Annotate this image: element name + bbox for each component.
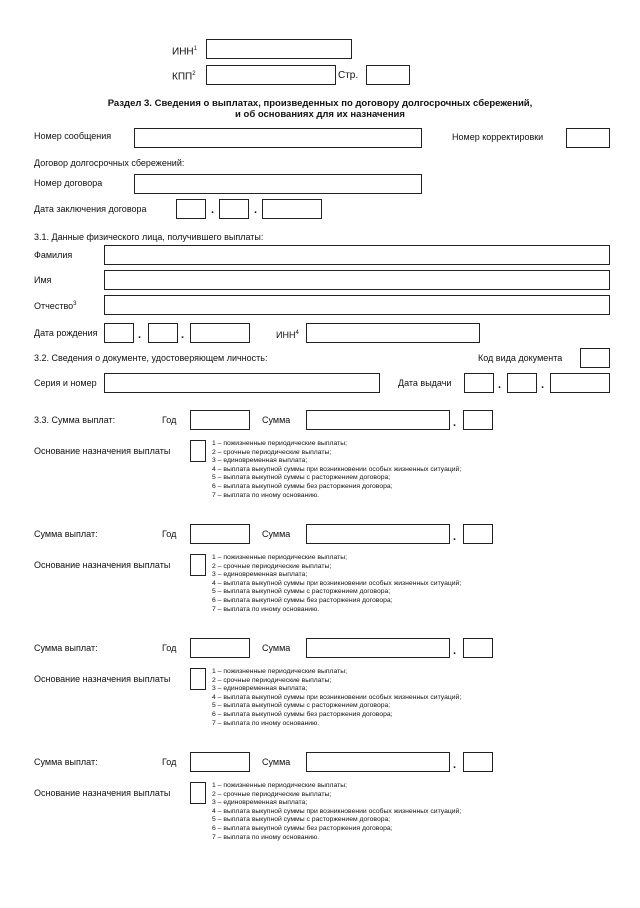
payment-year-label: Год <box>162 757 177 767</box>
basis-option: 7 – выплата по иному основанию. <box>212 833 320 841</box>
basis-option: 7 – выплата по иному основанию. <box>212 605 320 613</box>
basis-option: 4 – выплата выкупной суммы при возникновении особых жизненных ситуаций; <box>212 579 462 587</box>
payment-basis-label: Основание назначения выплаты <box>34 788 171 798</box>
payment-amount-kopecks-field[interactable] <box>463 638 493 658</box>
page-label: Стр. <box>338 70 359 81</box>
inn-field[interactable] <box>206 39 352 59</box>
doc-type-label: Код вида документа <box>478 353 563 363</box>
payment-year-field[interactable] <box>190 410 250 430</box>
date-separator: . <box>498 379 502 391</box>
payment-sum-label: Сумма выплат: <box>34 529 98 539</box>
payment-amount-kopecks-field[interactable] <box>463 524 493 544</box>
basis-option: 7 – выплата по иному основанию. <box>212 491 320 499</box>
payment-amount-field[interactable] <box>306 524 450 544</box>
payment-amount-field[interactable] <box>306 410 450 430</box>
basis-option: 6 – выплата выкупной суммы без расторжения договора; <box>212 710 393 718</box>
payment-year-label: Год <box>162 415 177 425</box>
basis-option: 5 – выплата выкупной суммы с расторжением договора; <box>212 816 391 824</box>
basis-option: 3 – единовременная выплата; <box>212 799 308 807</box>
payment-year-label: Год <box>162 643 177 653</box>
payment-amount-label: Сумма <box>262 643 291 653</box>
payment-year-field[interactable] <box>190 752 250 772</box>
decimal-separator: . <box>453 645 457 657</box>
basis-option: 1 – пожизненные периодические выплаты; <box>212 554 348 561</box>
basis-option: 1 – пожизненные периодические выплаты; <box>212 668 348 675</box>
payment-amount-field[interactable] <box>306 752 450 772</box>
birth-date-year[interactable] <box>190 323 250 343</box>
basis-option: 3 – единовременная выплата; <box>212 571 308 579</box>
series-number-field[interactable] <box>104 373 380 393</box>
date-separator: . <box>254 204 258 216</box>
person-section-label: 3.1. Данные физического лица, получившего выплаты: <box>34 232 264 242</box>
patronymic-field[interactable] <box>104 295 610 315</box>
person-inn-field[interactable] <box>306 323 480 343</box>
inn-label: ИНН$^1$ <box>172 46 197 58</box>
contract-number-label: Номер договора <box>34 178 103 188</box>
payment-basis-label: Основание назначения выплаты <box>34 446 171 456</box>
payment-basis-options <box>212 554 461 614</box>
basis-option: 5 – выплата выкупной суммы с расторжением договора; <box>212 474 391 482</box>
section-title-line2: и об основаниях для их назначения <box>235 109 405 120</box>
payment-amount-kopecks-field[interactable] <box>463 752 493 772</box>
date-separator: . <box>211 204 215 216</box>
issue-date-month[interactable] <box>507 373 537 393</box>
series-number-label: Серия и номер <box>34 378 97 388</box>
payment-sum-label: Сумма выплат: <box>34 643 98 653</box>
birth-date-month[interactable] <box>148 323 178 343</box>
birth-date-day[interactable] <box>104 323 134 343</box>
payment-amount-field[interactable] <box>306 638 450 658</box>
correction-number-field[interactable] <box>566 128 610 148</box>
issue-date-label: Дата выдачи <box>398 378 452 388</box>
payment-sum-label: Сумма выплат: <box>34 757 98 767</box>
issue-date-year[interactable] <box>550 373 610 393</box>
basis-option: 3 – единовременная выплата; <box>212 457 308 465</box>
basis-option: 2 – срочные периодические выплаты; <box>212 676 332 684</box>
payment-basis-options <box>212 440 461 500</box>
decimal-separator: . <box>453 759 457 771</box>
name-label: Имя <box>34 275 52 285</box>
basis-option: 3 – единовременная выплата; <box>212 685 308 693</box>
basis-option: 1 – пожизненные периодические выплаты; <box>212 440 348 447</box>
basis-option: 5 – выплата выкупной суммы с расторжением договора; <box>212 588 391 596</box>
date-separator: . <box>541 379 545 391</box>
payment-basis-options <box>212 668 461 728</box>
birth-date-label: Дата рождения <box>34 328 98 338</box>
basis-option: 4 – выплата выкупной суммы при возникновении особых жизненных ситуаций; <box>212 465 462 473</box>
kpp-label: КПП$^2$ <box>172 71 196 83</box>
payment-sum-label: 3.3. Сумма выплат: <box>34 415 116 425</box>
issue-date-day[interactable] <box>464 373 494 393</box>
surname-field[interactable] <box>104 245 610 265</box>
payment-amount-kopecks-field[interactable] <box>463 410 493 430</box>
patronymic-label: Отчество$^3$ <box>34 301 77 311</box>
contract-section-label: Договор долгосрочных сбережений: <box>34 158 185 168</box>
section-title <box>0 98 640 120</box>
basis-option: 1 – пожизненные периодические выплаты; <box>212 782 348 789</box>
payment-basis-code-field[interactable] <box>190 440 206 462</box>
payment-amount-label: Сумма <box>262 757 291 767</box>
payment-year-field[interactable] <box>190 524 250 544</box>
basis-option: 5 – выплата выкупной суммы с расторжением договора; <box>212 702 391 710</box>
date-separator: . <box>181 329 185 341</box>
name-field[interactable] <box>104 270 610 290</box>
payment-amount-label: Сумма <box>262 529 291 539</box>
contract-date-day[interactable] <box>176 199 206 219</box>
basis-option: 6 – выплата выкупной суммы без расторжения договора; <box>212 596 393 604</box>
basis-option: 4 – выплата выкупной суммы при возникновении особых жизненных ситуаций; <box>212 693 462 701</box>
message-number-field[interactable] <box>134 128 422 148</box>
identity-section-label: 3.2. Сведения о документе, удостоверяющем личность: <box>34 353 268 363</box>
basis-option: 2 – срочные периодические выплаты; <box>212 448 332 456</box>
contract-date-year[interactable] <box>262 199 322 219</box>
payment-basis-code-field[interactable] <box>190 554 206 576</box>
kpp-field[interactable] <box>206 65 336 85</box>
decimal-separator: . <box>453 417 457 429</box>
payment-basis-code-field[interactable] <box>190 668 206 690</box>
basis-option: 2 – срочные периодические выплаты; <box>212 790 332 798</box>
decimal-separator: . <box>453 531 457 543</box>
basis-option: 2 – срочные периодические выплаты; <box>212 562 332 570</box>
doc-type-field[interactable] <box>580 348 610 368</box>
basis-option: 4 – выплата выкупной суммы при возникновении особых жизненных ситуаций; <box>212 807 462 815</box>
correction-number-label: Номер корректировки <box>452 132 544 142</box>
payment-year-label: Год <box>162 529 177 539</box>
basis-option: 6 – выплата выкупной суммы без расторжения договора; <box>212 482 393 490</box>
contract-number-field[interactable] <box>134 174 422 194</box>
person-inn-label: ИНН$^4$ <box>276 330 299 340</box>
surname-label: Фамилия <box>34 250 73 260</box>
payment-amount-label: Сумма <box>262 415 291 425</box>
payment-basis-options <box>212 782 461 842</box>
contract-date-month[interactable] <box>219 199 249 219</box>
date-separator: . <box>138 329 142 341</box>
basis-option: 6 – выплата выкупной суммы без расторжения договора; <box>212 824 393 832</box>
payment-basis-code-field[interactable] <box>190 782 206 804</box>
page-field[interactable] <box>366 65 410 85</box>
basis-option: 7 – выплата по иному основанию. <box>212 719 320 727</box>
contract-date-label: Дата заключения договора <box>34 204 147 214</box>
section-title-line1: Раздел 3. Сведения о выплатах, произведенных по договору долгосрочных сбережений, <box>107 98 533 109</box>
payment-basis-label: Основание назначения выплаты <box>34 560 171 570</box>
payment-basis-label: Основание назначения выплаты <box>34 674 171 684</box>
payment-year-field[interactable] <box>190 638 250 658</box>
message-number-label: Номер сообщения <box>34 131 112 141</box>
